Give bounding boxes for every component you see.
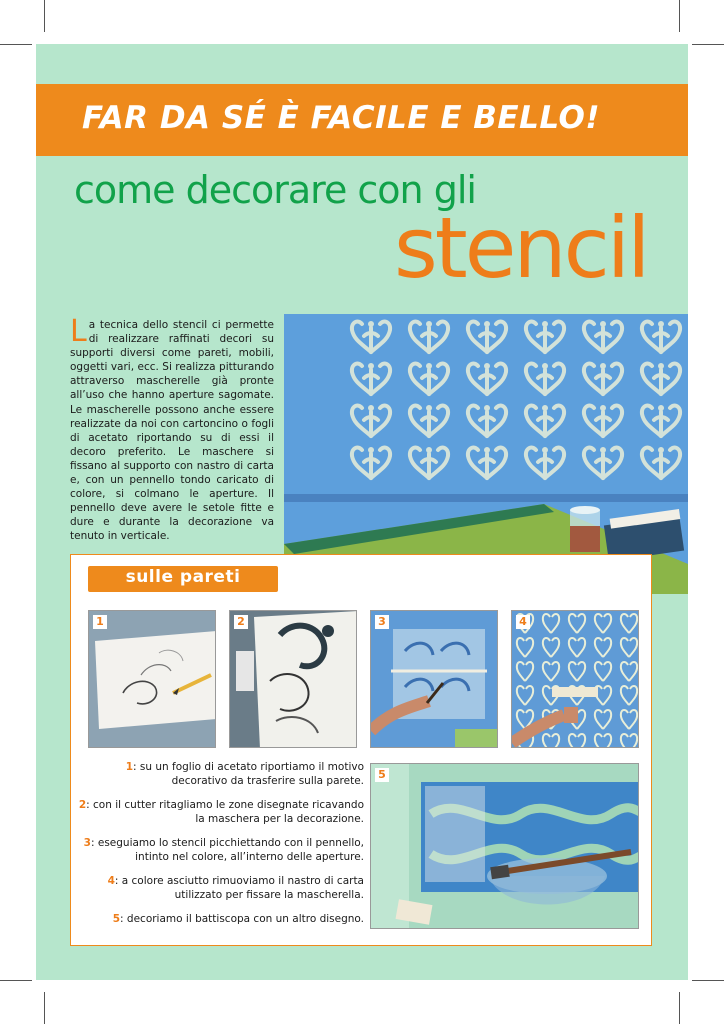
step-item-5 [78,912,364,926]
step-item-1 [78,760,364,788]
step-text: : su un foglio di acetato riportiamo il motivo decorativo da trasferire sulla parete. [133,761,364,787]
crop-mark [44,992,45,1024]
intro-text: a tecnica dello stencil ci permette di realizzare raffinati decori su supporti diversi come pareti, mobili, oggetti vari, ecc. Si realizza pitturando attraverso mascherelle già pronte all’uso che hanno aperture sagomate. Le mascherelle possono anche essere realizzate da noi con cartoncino o fogli di acetato riportando su di essi il decoro preferito. Le maschere si fissano al supporto con nastro di carta e, con un pennello tondo caricato di colore, si colmano le aperture. Il pennello deve avere le setole fitte e dure e durante la decorazione va tenuto in verticale. [70,319,274,543]
step-number: 3 [83,837,91,849]
step-photo-4 [511,610,639,748]
step-item-2 [78,798,364,826]
crop-mark [692,44,724,45]
steps-list [78,760,364,936]
crop-mark [679,0,680,32]
step-number: 2 [78,799,87,811]
header-banner [36,84,688,156]
crop-mark [692,980,724,981]
intro-paragraph [70,314,274,544]
page-subtitle: come decorare con gli [74,168,476,212]
page-title: stencil [394,199,648,297]
step-text: : con il cutter ritagliamo le zone disegnate ricavando la maschera per la decorazione. [86,799,364,825]
step-number: 4 [107,875,115,887]
crop-mark [679,992,680,1024]
crop-mark [0,980,32,981]
removing-tape-photo-icon [512,611,639,748]
stencil-wall-image [284,314,688,594]
step-item-4 [78,874,364,902]
crop-mark [0,44,32,45]
step-number: 1 [125,761,134,773]
step-text: : a colore asciutto rimuoviamo il nastro di carta utilizzato per fissare la mascherella. [114,875,364,901]
photo-number: 3 [375,615,389,629]
cutting-photo-icon [230,611,357,748]
photo-number: 5 [375,768,389,782]
step-photo-3 [370,610,498,748]
baseboard-photo-icon [371,764,639,929]
section-tab [88,566,278,592]
photo-number: 1 [93,615,107,629]
step-text: : eseguiamo lo stencil picchiettando con il pennello, intinto nel colore, all’interno delle aperture. [90,837,364,863]
hero-photo [284,314,688,594]
step-photo-2 [229,610,357,748]
crop-mark [44,0,45,32]
step-number: 5 [112,913,121,925]
drop-cap: L [70,314,87,349]
banner-title: FAR DA SÉ È FACILE E BELLO! [81,100,600,136]
step-photo-5 [370,763,639,929]
step-text: : decoriamo il battiscopa con un altro disegno. [120,913,364,925]
stenciling-photo-icon [371,611,498,748]
photo-number: 4 [516,615,530,629]
step-item-3 [78,836,364,864]
step-photo-1 [88,610,216,748]
photo-number: 2 [234,615,248,629]
tracing-photo-icon [89,611,216,748]
section-label: sulle pareti [125,567,241,587]
